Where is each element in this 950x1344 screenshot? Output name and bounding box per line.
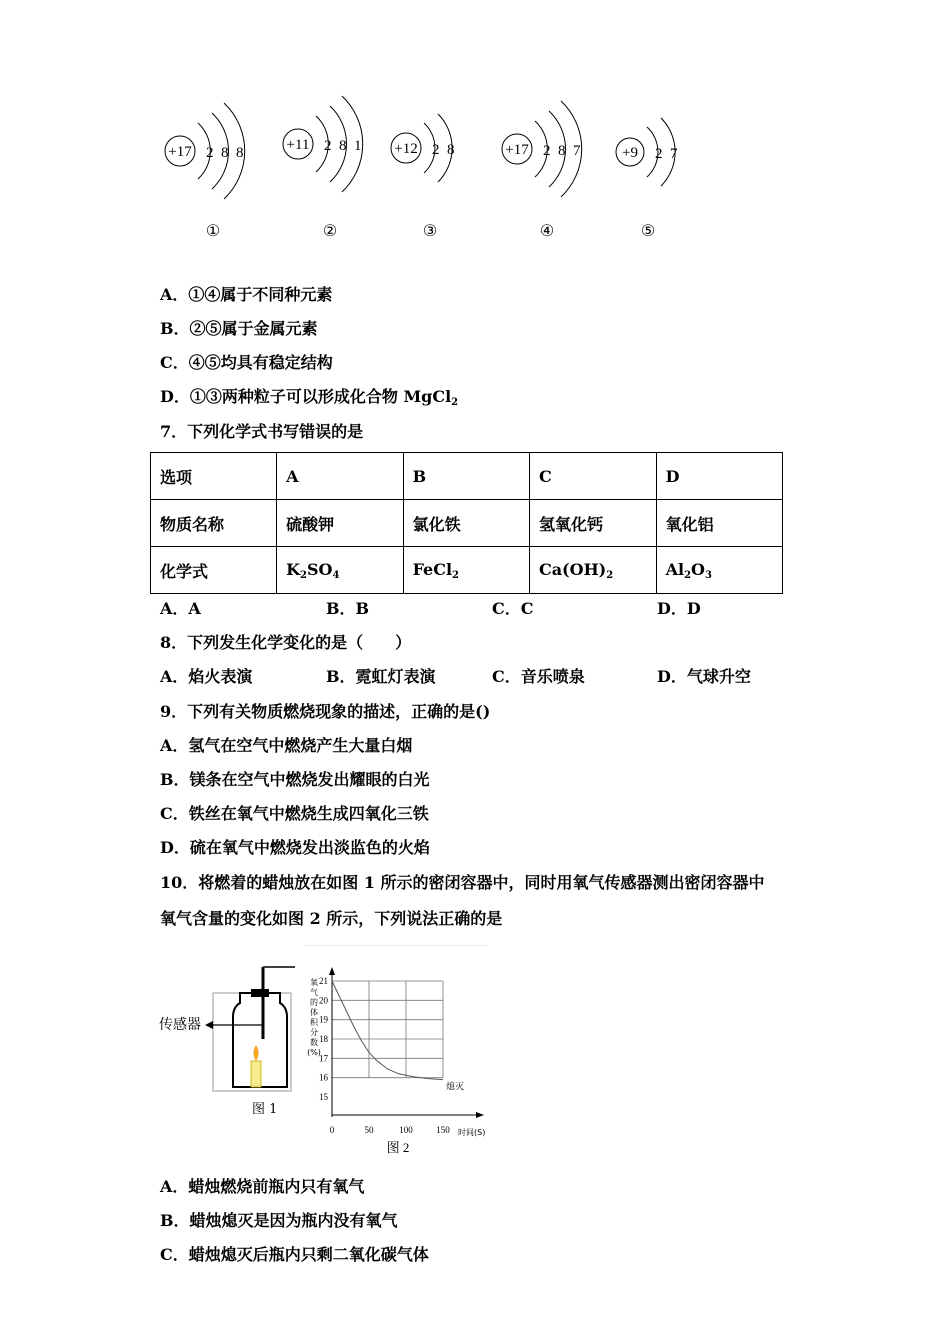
y-tick-label: 18 (319, 1034, 328, 1044)
q9-option-a: A．氢气在空气中燃烧产生大量白烟 (160, 736, 413, 755)
q6-option-d: D．①③两种粒子可以形成化合物 MgCl$_2$ (160, 387, 459, 408)
atom-3 (391, 114, 455, 182)
atom-2-label: ② (322, 223, 338, 240)
sensor-arrow-head (205, 1021, 213, 1029)
x-axis-label: 时间(S) (458, 1128, 486, 1137)
formula-a: $K_2SO_4$ (277, 547, 403, 594)
atom-3-nucleus: +12 (394, 141, 418, 157)
formula-b: FeCl$_2$ (403, 547, 529, 594)
atom-5-shell-2: 7 (670, 146, 678, 162)
bottle-stopper (251, 989, 269, 997)
table-cell: D (656, 453, 782, 500)
atom-2-shell-1: 2 (324, 138, 332, 154)
atom-1 (165, 103, 245, 199)
table-cell: 氢氧化钙 (529, 500, 656, 547)
q10-option-b: B．蜡烛熄灭是因为瓶内没有氧气 (160, 1211, 398, 1230)
x-tick-label: 0 (329, 1125, 335, 1135)
y-tick-labels (319, 976, 329, 1102)
y-label-char: 分 (310, 1028, 318, 1037)
atom-5 (616, 118, 678, 186)
table-row (151, 453, 783, 500)
candle (251, 1061, 261, 1087)
table-row (151, 500, 783, 547)
q8-option-d: D．气球升空 (657, 667, 751, 686)
x-tick-label: 100 (399, 1125, 413, 1135)
table-cell: C (529, 453, 656, 500)
table-cell: 氯化铁 (403, 500, 529, 547)
atom-2-shell-3: 1 (354, 138, 362, 154)
atom-4 (502, 101, 582, 197)
atom-1-label: ① (205, 223, 221, 240)
x-tick-labels (330, 1125, 451, 1135)
figure-1-bottle-diagram (155, 955, 300, 1120)
atom-1-shell-2: 8 (221, 145, 229, 161)
sensor-label: 传感器 (159, 1017, 201, 1033)
atom-5-nucleus: +9 (622, 145, 638, 161)
table-row (151, 547, 783, 594)
q10-option-c: C．蜡烛熄灭后瓶内只剩二氧化碳气体 (160, 1245, 429, 1264)
atom-structure-diagrams (150, 80, 710, 250)
atom-2-nucleus: +11 (286, 137, 310, 153)
y-tick-label: 15 (319, 1092, 328, 1102)
figure-2-caption: 图 2 (386, 1140, 410, 1155)
q8-option-b: B．霓虹灯表演 (326, 667, 436, 686)
table-cell: 氧化铝 (656, 500, 782, 547)
q9-option-c: C．铁丝在氧气中燃烧生成四氧化三铁 (160, 804, 429, 823)
q10-question-line-1: 10．将燃着的蜡烛放在如图 1 所示的密闭容器中，同时用氧气传感器测出密闭容器中 (160, 873, 765, 892)
oxygen-curve (332, 981, 443, 1080)
x-axis-arrow (476, 1112, 484, 1118)
y-label-char: 气 (310, 988, 318, 997)
atom-4-shell-1: 2 (543, 143, 551, 159)
x-tick-label: 150 (436, 1125, 450, 1135)
atom-5-shell-1: 2 (655, 146, 663, 162)
q6-option-b: B．②⑤属于金属元素 (160, 319, 318, 338)
atom-1-shell-3: 8 (236, 145, 244, 161)
table-cell: 物质名称 (151, 500, 277, 547)
chart-axes (329, 967, 484, 1118)
q10-option-a: A．蜡烛燃烧前瓶内只有氧气 (160, 1177, 365, 1196)
formula-d: $Al_2O_3$ (656, 547, 782, 594)
q9-option-b: B．镁条在空气中燃烧发出耀眼的白光 (160, 770, 430, 789)
y-label-char: 数 (310, 1038, 318, 1047)
q6-option-c: C．④⑤均具有稳定结构 (160, 353, 333, 372)
figure-2-oxygen-chart (300, 945, 500, 1157)
q7-table (150, 452, 783, 594)
y-label-char: (%) (307, 1048, 321, 1057)
table-cell: 化学式 (151, 547, 277, 594)
atom-2-shell-2: 8 (339, 138, 347, 154)
q8-option-a: A．焰火表演 (160, 667, 253, 686)
q6-option-a: A．①④属于不同种元素 (160, 285, 333, 304)
q7-option-d: D．D (657, 599, 701, 618)
chart-grid (332, 981, 443, 1078)
extinguish-annotation: 熄灭 (446, 1082, 465, 1093)
atom-3-shell-1: 2 (432, 142, 440, 158)
table-cell: 选项 (151, 453, 277, 500)
atom-1-shell-1: 2 (206, 145, 214, 161)
y-tick-label: 16 (319, 1072, 328, 1083)
q7-option-c: C．C (492, 599, 534, 618)
q10-question-line-2: 氧气含量的变化如图 2 所示，下列说法正确的是 (160, 909, 503, 928)
table-cell: A (277, 453, 403, 500)
atom-4-label: ④ (539, 223, 555, 240)
q9-question: 9．下列有关物质燃烧现象的描述，正确的是() (160, 702, 491, 721)
atom-4-shell-3: 7 (573, 143, 581, 159)
table-cell: B (403, 453, 529, 500)
q7-question: 7．下列化学式书写错误的是 (160, 422, 364, 441)
y-label-char: 氧 (310, 978, 318, 987)
atom-5-label: ⑤ (640, 223, 656, 240)
atom-4-shell-2: 8 (558, 143, 566, 159)
y-tick-label: 17 (319, 1053, 328, 1064)
q7-option-a: A．A (160, 599, 201, 618)
atom-4-nucleus: +17 (505, 142, 529, 158)
atom-2 (283, 96, 363, 192)
q7-option-b: B．B (326, 599, 370, 618)
table-cell: 硫酸钾 (277, 500, 403, 547)
figure-1-caption: 图 1 (252, 1102, 278, 1117)
atom-1-nucleus: +17 (168, 144, 192, 160)
q9-option-d: D．硫在氧气中燃烧发出淡监色的火焰 (160, 838, 430, 857)
y-tick-label: 21 (319, 976, 328, 986)
y-tick-label: 19 (319, 1014, 328, 1025)
y-label-char: 体 (310, 1008, 318, 1017)
q8-question: 8．下列发生化学变化的是（ ） (160, 633, 412, 652)
formula-c: $Ca(OH)_2$ (529, 547, 656, 594)
y-axis-arrow (329, 967, 335, 975)
x-tick-label: 50 (364, 1125, 374, 1135)
q8-option-c: C．音乐喷泉 (492, 667, 585, 686)
y-label-char: 的 (310, 998, 318, 1007)
atom-3-label: ③ (422, 223, 438, 240)
y-label-char: 积 (310, 1018, 318, 1027)
y-tick-label: 20 (319, 995, 328, 1006)
atom-3-shell-2: 8 (447, 142, 455, 158)
